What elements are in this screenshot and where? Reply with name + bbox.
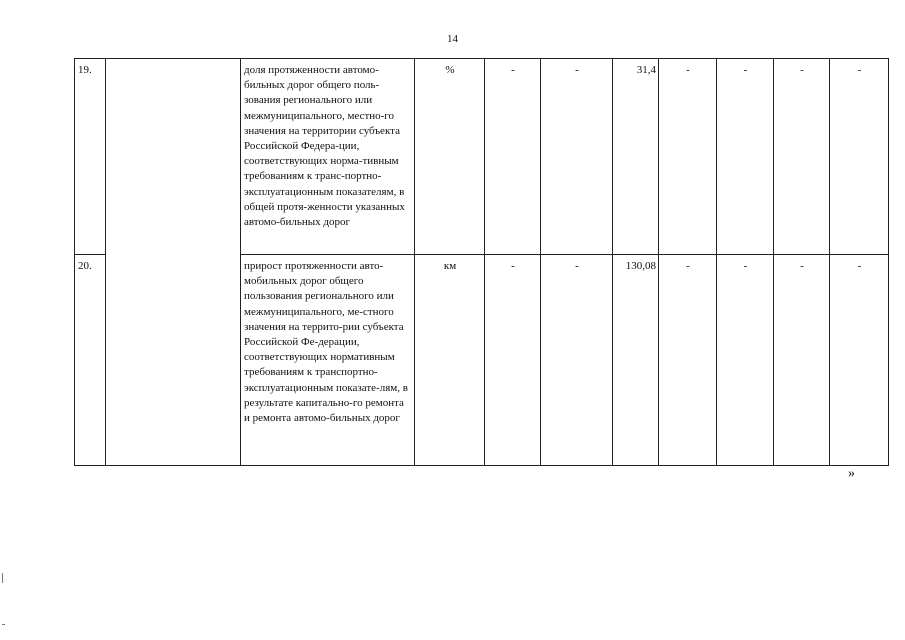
unit-cell: % [415, 59, 485, 255]
value-cell: 130,08 [613, 255, 659, 466]
value-cell: - [485, 255, 541, 466]
row-number: 20. [75, 255, 106, 466]
value-cell: - [717, 255, 774, 466]
indicators-table [74, 58, 889, 466]
value-cell: - [659, 255, 717, 466]
closing-quote-mark: » [848, 466, 855, 481]
margin-mark [2, 624, 5, 625]
margin-mark [2, 573, 8, 583]
value-cell: - [541, 255, 613, 466]
value-cell: - [541, 59, 613, 255]
value-cell: - [774, 255, 830, 466]
value-cell: - [485, 59, 541, 255]
value-cell: 31,4 [613, 59, 659, 255]
value-cell: - [717, 59, 774, 255]
indicator-description: доля протяженности автомо-бильных дорог общего поль-зования регионального или межмуниципального, местно-го значения на территории субъекта Российской Федера-ции, соответствующих норма-тивным требованиям к транс-портно-эксплуатационным показателям, в общей протя-женности указанных автомо-бильных дорог [241, 59, 415, 255]
row-number: 19. [75, 59, 106, 255]
value-cell: - [830, 59, 889, 255]
indicator-description: прирост протяженности авто-мобильных дорог общего пользования регионального или межмуниципального, ме-стного значения на террито-рии субъекта Российской Фе-дерации, соответствующих нормативным требованиям к транспортно-эксплуатационным показате-лям, в результате капитально-го ремонта и ремонта автомо-бильных дорог [241, 255, 415, 466]
group-cell [106, 59, 241, 466]
page-number: 14 [447, 33, 458, 45]
unit-cell: км [415, 255, 485, 466]
value-cell: - [830, 255, 889, 466]
value-cell: - [774, 59, 830, 255]
value-cell: - [659, 59, 717, 255]
table-row [75, 59, 889, 255]
